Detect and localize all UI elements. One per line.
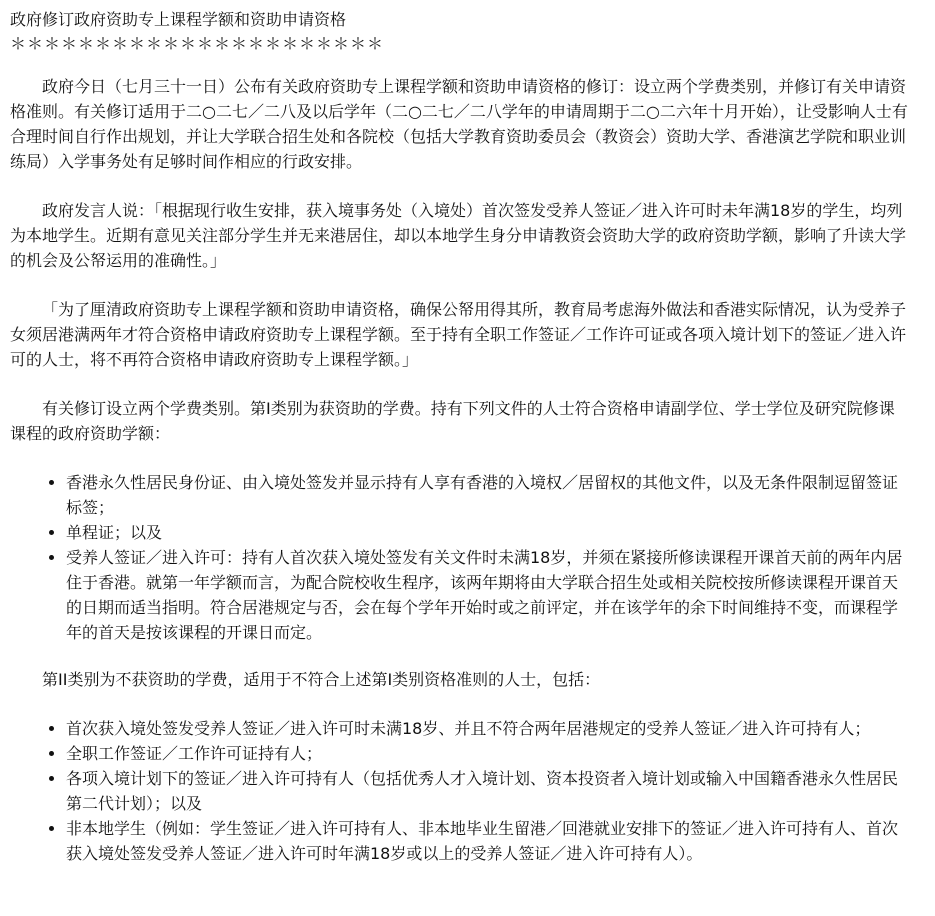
title-star-divider: ＊＊＊＊＊＊＊＊＊＊＊＊＊＊＊＊＊＊＊＊＊＊: [10, 34, 385, 53]
list-item: • 受养人签证／进入许可：持有人首次获入境处签发有关文件时未满18岁，并须在紧接所修读课程开课首天前的两年内居住于香港。就第一年学额而言，为配合院校收生程序，该两年期将由大学联合招生处或相关院校按所修读课程开课首天的日期而适当指明。符合居港规定与否，会在每个学年开始时或之前评定，并在该学年的余下时间维持不变，而课程学年的首天是按该课程的开课日而定。: [66, 545, 909, 645]
list-item: • 首次获入境处签发受养人签证／进入许可时未满18岁、并且不符合两年居港规定的受养人签证／进入许可持有人；: [66, 716, 909, 741]
paragraph-spokesman-quote: 政府发言人说：「根据现行收生安排，获入境事务处（入境处）首次签发受养人签证／进入许可时未年满18岁的学生，均列为本地学生。近期有意见关注部分学生并无来港居住，却以本地学生身分申请教资会资助大学的政府资助学额，影响了升读大学的机会及公帑运用的准确性。」: [10, 201, 907, 270]
article-title: 政府修订政府资助专上课程学额和资助申请资格: [10, 10, 347, 29]
list-item: • 各项入境计划下的签证／进入许可持有人（包括优秀人才入境计划、资本投资者入境计划或输入中国籍香港永久性居民第二代计划）；以及: [66, 766, 909, 816]
category-one-list: [10, 470, 909, 645]
paragraph-announcement: 政府今日（七月三十一日）公布有关政府资助专上课程学额和资助申请资格的修订：设立两个学费类别，并修订有关申请资格准则。有关修订适用于二○二七／二八及以后学年（二○二七／二八学年的申请周期于二○二六年十月开始），让受影响人士有合理时间自行作出规划，并让大学联合招生处和各院校（包括大学教育资助委员会（教资会）资助大学、香港演艺学院和职业训练局）入学事务处有足够时间作相应的行政安排。: [10, 77, 908, 171]
list-item: • 全职工作签证／工作许可证持有人；: [66, 741, 909, 766]
list-item: • 香港永久性居民身份证、由入境处签发并显示持有人享有香港的入境权／居留权的其他文件，以及无条件限制逗留签证标签；: [66, 470, 909, 520]
list-item: • 非本地学生（例如：学生签证／进入许可持有人、非本地毕业生留港／回港就业安排下的签证／进入许可持有人、首次获入境处签发受养人签证／进入许可时年满18岁或以上的受养人签证／进入许可持有人）。: [66, 816, 909, 866]
category-two-intro: 第II类别为不获资助的学费，适用于不符合上述第I类别资格准则的人士，包括：: [42, 670, 601, 689]
category-two-list: [10, 716, 909, 866]
list-item: • 单程证；以及: [66, 520, 909, 545]
paragraph-policy-quote: 「为了厘清政府资助专上课程学额和资助申请资格，确保公帑用得其所，教育局考虑海外做法和香港实际情况，认为受养子女须居港满两年才符合资格申请政府资助专上课程学额。至于持有全职工作签证／工作许可证或各项入境计划下的签证／进入许可的人士，将不再符合资格申请政府资助专上课程学额。」: [10, 300, 907, 369]
paragraph-category-one-intro: 有关修订设立两个学费类别。第I类别为获资助的学费。持有下列文件的人士符合资格申请副学位、学士学位及研究院修课课程的政府资助学额：: [10, 399, 895, 443]
